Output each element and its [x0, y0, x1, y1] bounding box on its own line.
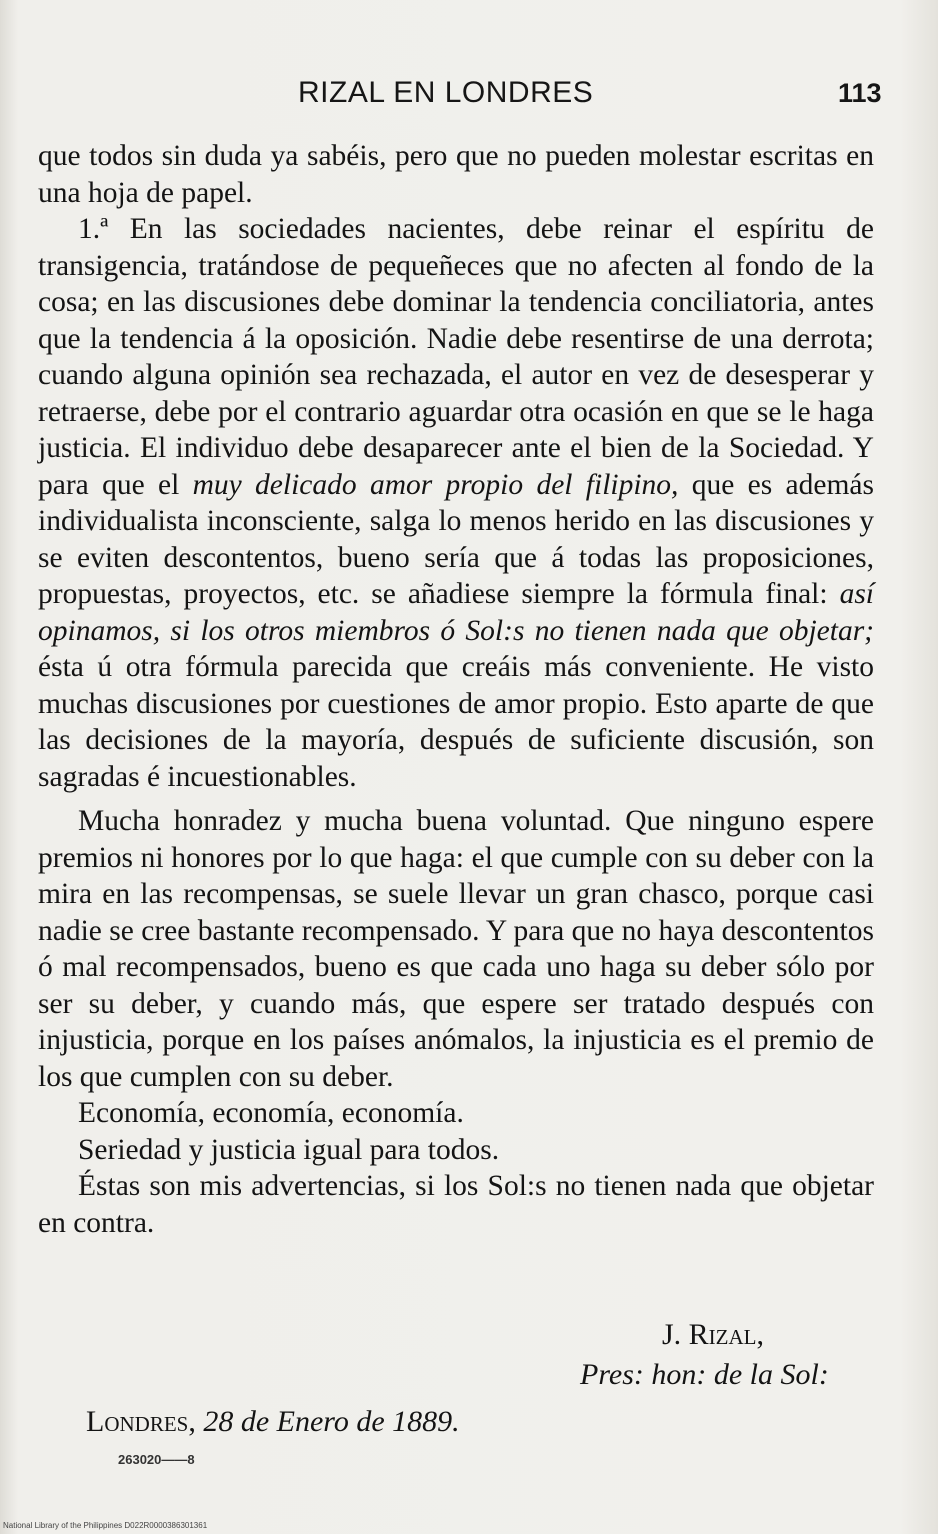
running-title: RIZAL EN LONDRES: [298, 76, 594, 109]
paragraph-2: [38, 211, 874, 795]
printer-code: 263020——8: [118, 1452, 195, 1467]
paragraph-3: Mucha honradez y mucha buena voluntad. Que ninguno espere premios ni honores por lo que haga: el que cumple con su deber con la mira en las recompensas, se suele llevar un gran chasco, porque casi nadie se cree bastante recompensado. Y para que no haya descontentos ó mal recompensados, bueno es que cada uno haga su deber sólo por ser su deber, y cuando más, que espere ser tratado después con injusticia, porque en los países anómalos, la injusticia es el premio de los que cumplen con su deber.: [38, 805, 874, 1093]
paragraph-2-italic-a: muy delicado amor propio del filipino,: [192, 468, 679, 501]
dateline: [86, 1405, 460, 1439]
signature-block: [0, 1318, 938, 1408]
paragraph-4: Economía, economía, economía.: [78, 1097, 464, 1129]
dateline-date: 28 de Enero de 1889.: [203, 1405, 460, 1438]
body-text: [38, 138, 874, 1241]
page-number: 113: [838, 78, 882, 108]
paragraph-2-text-c: ésta ú otra fórmula parecida que creáis más conveniente. He visto muchas discusiones por cuestiones de amor propio. Esto aparte de que las decisiones de la mayoría, después de suficiente discusión, son sagradas é incuestionables.: [38, 651, 874, 793]
library-footer-note: National Library of the Philippines D022R0000386301361: [3, 1521, 208, 1530]
page-header: [0, 72, 938, 120]
paragraph-6: Éstas son mis advertencias, si los Sol:s no tienen nada que objetar en contra.: [38, 1170, 874, 1239]
signature-name: J. Rizal,: [662, 1318, 764, 1351]
dateline-place: Londres,: [86, 1405, 196, 1438]
paragraph-2-text-b: que es además individualista inconsciente, salga lo menos herido en las discusiones y se eviten descontentos, bueno sería que á todas las proposiciones, propuestas, proyectos, etc. se añadiese siempre la fórmula final:: [38, 468, 874, 610]
signature-title: Pres: hon: de la Sol:: [580, 1358, 829, 1391]
paragraph-1: que todos sin duda ya sabéis, pero que no pueden molestar escritas en una hoja de papel.: [38, 140, 874, 209]
paragraph-5: Seriedad y justicia igual para todos.: [78, 1133, 500, 1166]
paragraph-2-italic-b: así opinamos, si los otros miembros ó Sol:s no tienen nada que objetar;: [38, 578, 874, 647]
paragraph-2-text-a: 1.ª En las sociedades nacientes, debe reinar el espíritu de transigencia, tratándose de pequeñeces que no afecten al fondo de la cosa; en las discusiones debe dominar la tendencia conciliatoria, antes que la tendencia á la oposición. Nadie debe resentirse de una derrota; cuando alguna opinión sea rechazada, el autor en vez de desesperar y retraerse, debe por el contrario aguardar otra ocasión en que se le haga justicia. El individuo debe desaparecer ante el bien de la Sociedad. Y para que el: [38, 213, 874, 501]
